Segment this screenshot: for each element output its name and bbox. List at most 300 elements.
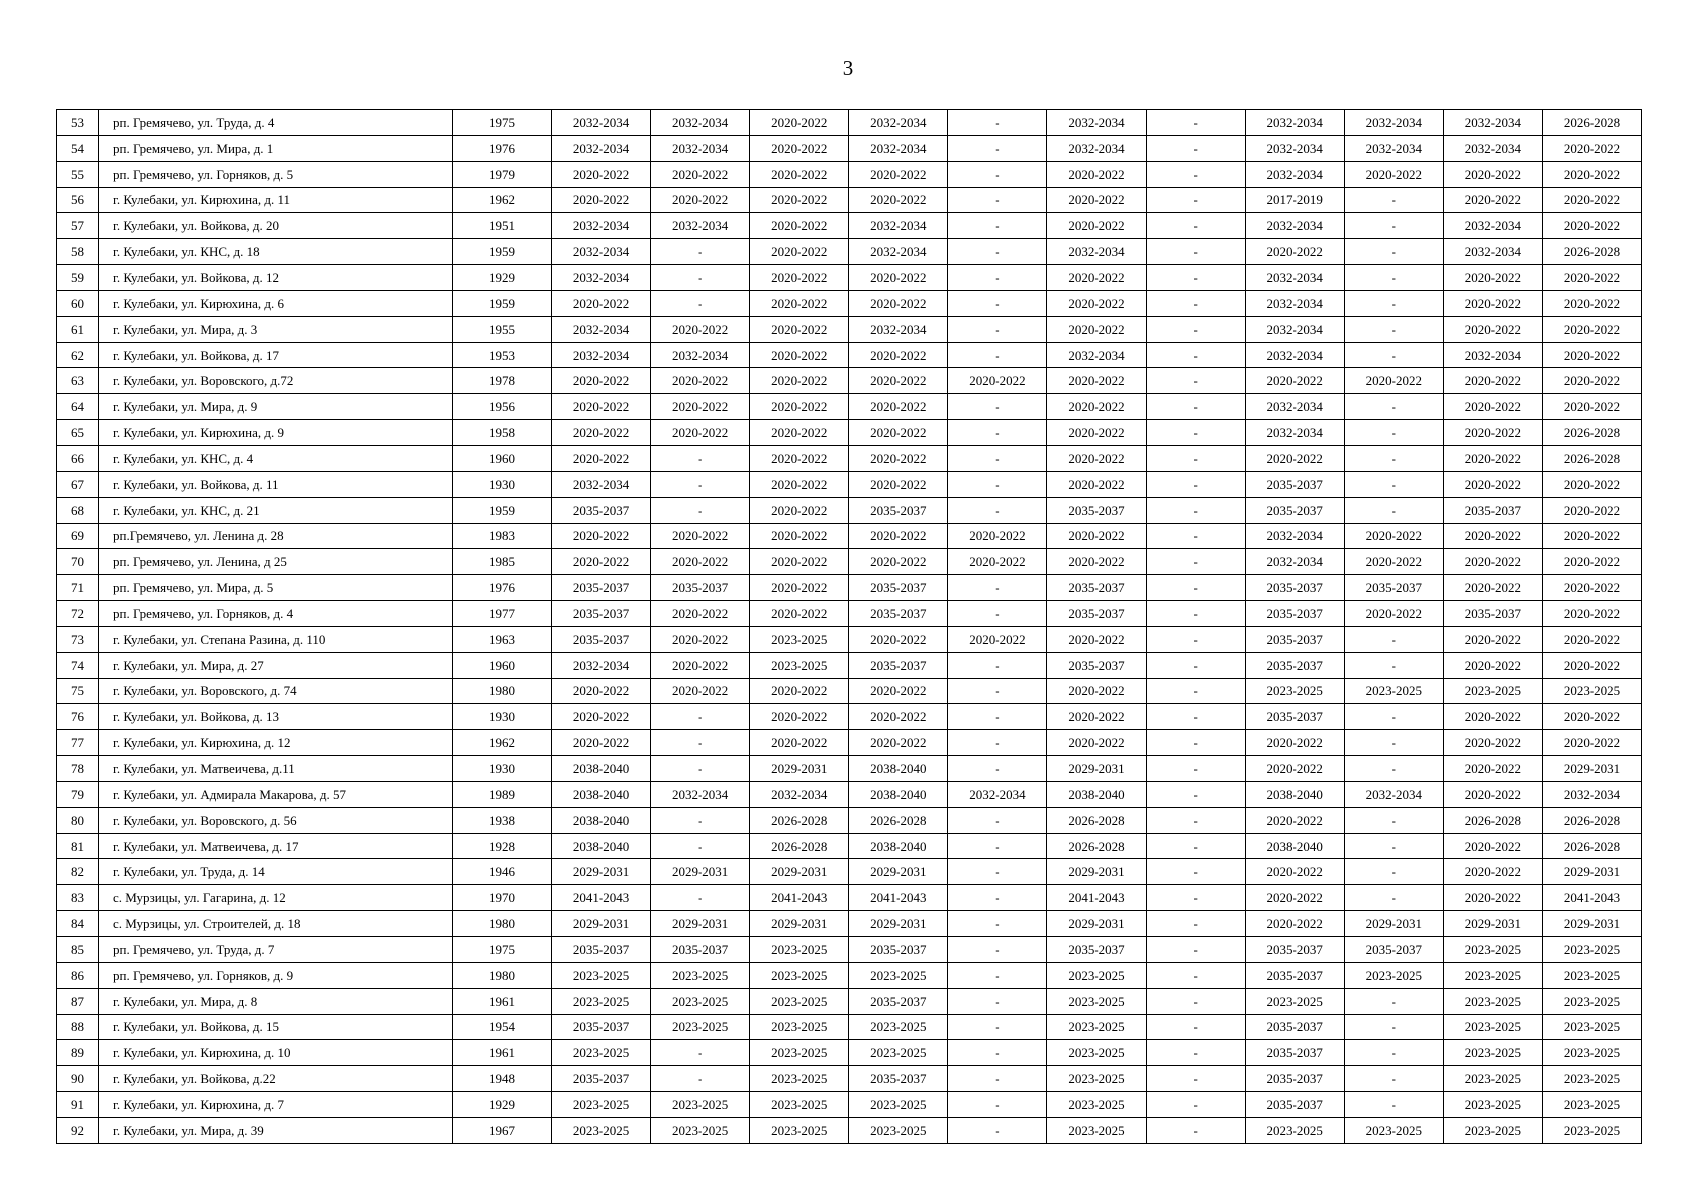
schedule-period-cell: 2020-2022: [1047, 368, 1146, 394]
schedule-period-cell: -: [948, 911, 1047, 937]
schedule-period-cell: -: [1146, 781, 1245, 807]
address-cell: рп. Гремячево, ул. Мира, д. 1: [99, 135, 453, 161]
table-row: [57, 781, 1642, 807]
year-cell: 1930: [453, 756, 552, 782]
schedule-period-cell: -: [651, 730, 750, 756]
schedule-period-cell: 2029-2031: [750, 859, 849, 885]
row-number-cell: 62: [57, 342, 99, 368]
schedule-period-cell: 2020-2022: [750, 316, 849, 342]
address-cell: г. Кулебаки, ул. Кирюхина, д. 6: [99, 290, 453, 316]
schedule-period-cell: -: [1146, 885, 1245, 911]
schedule-period-cell: -: [1146, 110, 1245, 136]
schedule-period-cell: 2038-2040: [1245, 781, 1344, 807]
schedule-period-cell: 2020-2022: [849, 678, 948, 704]
schedule-period-cell: 2026-2028: [1047, 833, 1146, 859]
address-cell: г. Кулебаки, ул. Воровского, д. 74: [99, 678, 453, 704]
address-cell: рп. Гремячево, ул. Труда, д. 7: [99, 937, 453, 963]
row-number-cell: 76: [57, 704, 99, 730]
schedule-period-cell: 2035-2037: [1245, 575, 1344, 601]
schedule-period-cell: 2038-2040: [552, 807, 651, 833]
schedule-period-cell: 2020-2022: [1344, 601, 1443, 627]
schedule-period-cell: 2020-2022: [1443, 445, 1542, 471]
year-cell: 1930: [453, 704, 552, 730]
year-cell: 1928: [453, 833, 552, 859]
schedule-period-cell: 2035-2037: [552, 497, 651, 523]
schedule-period-cell: -: [1146, 601, 1245, 627]
schedule-period-cell: 2023-2025: [849, 1117, 948, 1143]
address-cell: рп. Гремячево, ул. Труда, д. 4: [99, 110, 453, 136]
row-number-cell: 86: [57, 962, 99, 988]
schedule-period-cell: 2020-2022: [552, 523, 651, 549]
schedule-period-cell: 2023-2025: [1542, 1066, 1641, 1092]
schedule-period-cell: 2023-2025: [1344, 962, 1443, 988]
schedule-period-cell: 2035-2037: [849, 497, 948, 523]
schedule-period-cell: -: [1344, 807, 1443, 833]
schedule-period-cell: -: [1146, 756, 1245, 782]
schedule-period-cell: 2020-2022: [1443, 833, 1542, 859]
year-cell: 1962: [453, 187, 552, 213]
schedule-period-cell: 2020-2022: [1443, 704, 1542, 730]
schedule-period-cell: 2023-2025: [1542, 937, 1641, 963]
schedule-period-cell: -: [948, 1092, 1047, 1118]
schedule-period-cell: 2035-2037: [552, 601, 651, 627]
schedule-period-cell: 2032-2034: [849, 213, 948, 239]
row-number-cell: 85: [57, 937, 99, 963]
schedule-period-cell: 2023-2025: [750, 1117, 849, 1143]
schedule-period-cell: 2035-2037: [849, 575, 948, 601]
schedule-period-cell: 2023-2025: [1443, 1092, 1542, 1118]
schedule-period-cell: -: [1146, 471, 1245, 497]
schedule-period-cell: 2035-2037: [1344, 575, 1443, 601]
schedule-period-cell: 2035-2037: [849, 601, 948, 627]
schedule-period-cell: 2020-2022: [1542, 161, 1641, 187]
schedule-period-cell: 2020-2022: [750, 187, 849, 213]
address-cell: рп. Гремячево, ул. Горняков, д. 4: [99, 601, 453, 627]
schedule-period-cell: 2020-2022: [1047, 161, 1146, 187]
table-row: [57, 885, 1642, 911]
table-body: [57, 110, 1642, 1144]
schedule-period-cell: -: [1146, 807, 1245, 833]
schedule-period-cell: 2020-2022: [1443, 626, 1542, 652]
address-cell: рп. Гремячево, ул. Ленина, д 25: [99, 549, 453, 575]
schedule-period-cell: 2035-2037: [552, 1066, 651, 1092]
schedule-period-cell: 2020-2022: [552, 368, 651, 394]
schedule-period-cell: 2020-2022: [1245, 911, 1344, 937]
schedule-period-cell: 2035-2037: [849, 1066, 948, 1092]
schedule-period-cell: -: [948, 316, 1047, 342]
schedule-period-cell: 2035-2037: [1443, 497, 1542, 523]
address-cell: г. Кулебаки, ул. Войкова, д. 13: [99, 704, 453, 730]
address-cell: рп. Гремячево, ул. Мира, д. 5: [99, 575, 453, 601]
schedule-period-cell: 2041-2043: [849, 885, 948, 911]
address-cell: г. Кулебаки, ул. Кирюхина, д. 12: [99, 730, 453, 756]
schedule-period-cell: 2020-2022: [849, 471, 948, 497]
schedule-period-cell: 2020-2022: [849, 342, 948, 368]
schedule-period-cell: 2029-2031: [1047, 911, 1146, 937]
schedule-period-cell: 2026-2028: [1542, 807, 1641, 833]
schedule-period-cell: 2026-2028: [1542, 420, 1641, 446]
schedule-period-cell: 2023-2025: [849, 1040, 948, 1066]
address-cell: с. Мурзицы, ул. Строителей, д. 18: [99, 911, 453, 937]
schedule-period-cell: 2023-2025: [750, 626, 849, 652]
schedule-period-cell: 2032-2034: [1344, 110, 1443, 136]
address-cell: г. Кулебаки, ул. Мира, д. 39: [99, 1117, 453, 1143]
schedule-period-cell: 2041-2043: [1542, 885, 1641, 911]
schedule-period-cell: 2032-2034: [1245, 342, 1344, 368]
schedule-period-cell: 2035-2037: [1245, 1014, 1344, 1040]
schedule-period-cell: -: [1146, 290, 1245, 316]
schedule-period-cell: 2020-2022: [1344, 161, 1443, 187]
row-number-cell: 79: [57, 781, 99, 807]
year-cell: 1959: [453, 290, 552, 316]
schedule-period-cell: 2020-2022: [1344, 368, 1443, 394]
schedule-period-cell: 2020-2022: [552, 161, 651, 187]
schedule-period-cell: 2032-2034: [552, 342, 651, 368]
row-number-cell: 70: [57, 549, 99, 575]
schedule-period-cell: 2035-2037: [1245, 1066, 1344, 1092]
schedule-period-cell: 2035-2037: [1245, 471, 1344, 497]
schedule-period-cell: 2020-2022: [849, 394, 948, 420]
schedule-period-cell: -: [1344, 988, 1443, 1014]
schedule-period-cell: 2035-2037: [552, 626, 651, 652]
schedule-period-cell: -: [948, 239, 1047, 265]
address-cell: рп. Гремячево, ул. Горняков, д. 5: [99, 161, 453, 187]
schedule-period-cell: -: [1146, 1092, 1245, 1118]
row-number-cell: 67: [57, 471, 99, 497]
row-number-cell: 73: [57, 626, 99, 652]
row-number-cell: 66: [57, 445, 99, 471]
row-number-cell: 92: [57, 1117, 99, 1143]
year-cell: 1963: [453, 626, 552, 652]
schedule-period-cell: 2035-2037: [1245, 1092, 1344, 1118]
year-cell: 1960: [453, 652, 552, 678]
schedule-period-cell: -: [1146, 445, 1245, 471]
schedule-period-cell: 2020-2022: [552, 394, 651, 420]
schedule-period-cell: 2041-2043: [750, 885, 849, 911]
schedule-period-cell: 2035-2037: [1047, 937, 1146, 963]
row-number-cell: 83: [57, 885, 99, 911]
table-row: [57, 290, 1642, 316]
address-cell: г. Кулебаки, ул. Воровского, д.72: [99, 368, 453, 394]
schedule-period-cell: 2032-2034: [1443, 342, 1542, 368]
row-number-cell: 75: [57, 678, 99, 704]
schedule-period-cell: 2020-2022: [1245, 368, 1344, 394]
schedule-period-cell: -: [651, 497, 750, 523]
schedule-period-cell: 2032-2034: [948, 781, 1047, 807]
schedule-period-cell: 2032-2034: [651, 781, 750, 807]
schedule-period-cell: 2020-2022: [1047, 213, 1146, 239]
schedule-period-cell: 2023-2025: [1443, 678, 1542, 704]
schedule-period-cell: 2032-2034: [1047, 342, 1146, 368]
year-cell: 1954: [453, 1014, 552, 1040]
schedule-period-cell: -: [948, 161, 1047, 187]
schedule-period-cell: -: [948, 678, 1047, 704]
address-cell: г. Кулебаки, ул. Войкова, д. 20: [99, 213, 453, 239]
schedule-period-cell: 2023-2025: [552, 1092, 651, 1118]
schedule-period-cell: -: [948, 885, 1047, 911]
schedule-period-cell: -: [651, 704, 750, 730]
schedule-period-cell: 2020-2022: [1047, 290, 1146, 316]
schedule-period-cell: 2020-2022: [750, 471, 849, 497]
address-cell: г. Кулебаки, ул. Войкова, д. 17: [99, 342, 453, 368]
schedule-period-cell: 2020-2022: [849, 704, 948, 730]
schedule-period-cell: 2035-2037: [552, 937, 651, 963]
row-number-cell: 78: [57, 756, 99, 782]
schedule-period-cell: 2020-2022: [1443, 471, 1542, 497]
schedule-period-cell: 2020-2022: [1443, 575, 1542, 601]
year-cell: 1938: [453, 807, 552, 833]
schedule-period-cell: 2032-2034: [651, 110, 750, 136]
schedule-period-cell: 2035-2037: [651, 575, 750, 601]
schedule-period-cell: 2035-2037: [1344, 937, 1443, 963]
year-cell: 1976: [453, 575, 552, 601]
schedule-period-cell: 2023-2025: [849, 1092, 948, 1118]
table-row: [57, 859, 1642, 885]
schedule-period-cell: -: [948, 962, 1047, 988]
schedule-period-cell: 2020-2022: [849, 161, 948, 187]
table-row: [57, 1092, 1642, 1118]
schedule-period-cell: 2023-2025: [750, 652, 849, 678]
schedule-period-cell: -: [948, 135, 1047, 161]
schedule-period-cell: -: [948, 290, 1047, 316]
schedule-period-cell: 2023-2025: [1443, 937, 1542, 963]
schedule-period-cell: -: [1146, 368, 1245, 394]
table-row: [57, 575, 1642, 601]
schedule-period-cell: 2032-2034: [1047, 110, 1146, 136]
schedule-period-cell: 2020-2022: [1542, 135, 1641, 161]
schedule-period-cell: -: [1344, 316, 1443, 342]
schedule-period-cell: 2020-2022: [651, 161, 750, 187]
schedule-period-cell: -: [1146, 265, 1245, 291]
schedule-period-cell: 2023-2025: [651, 1092, 750, 1118]
schedule-period-cell: 2041-2043: [552, 885, 651, 911]
row-number-cell: 61: [57, 316, 99, 342]
schedule-period-cell: 2026-2028: [750, 807, 849, 833]
schedule-period-cell: -: [651, 445, 750, 471]
row-number-cell: 63: [57, 368, 99, 394]
schedule-period-cell: 2032-2034: [1245, 161, 1344, 187]
schedule-period-cell: 2029-2031: [651, 859, 750, 885]
year-cell: 1975: [453, 937, 552, 963]
schedule-period-cell: -: [1146, 135, 1245, 161]
year-cell: 1951: [453, 213, 552, 239]
schedule-period-cell: 2029-2031: [750, 911, 849, 937]
schedule-period-cell: 2020-2022: [750, 601, 849, 627]
table-row: [57, 213, 1642, 239]
schedule-period-cell: -: [1344, 1014, 1443, 1040]
schedule-period-cell: 2026-2028: [1443, 807, 1542, 833]
schedule-period-cell: -: [948, 1014, 1047, 1040]
schedule-period-cell: -: [948, 937, 1047, 963]
schedule-period-cell: 2020-2022: [750, 368, 849, 394]
schedule-period-cell: 2035-2037: [1443, 601, 1542, 627]
address-cell: г. Кулебаки, ул. Мира, д. 27: [99, 652, 453, 678]
schedule-period-cell: 2032-2034: [1245, 316, 1344, 342]
schedule-period-cell: 2032-2034: [849, 110, 948, 136]
schedule-period-cell: -: [1344, 420, 1443, 446]
schedule-period-cell: 2032-2034: [1245, 420, 1344, 446]
schedule-period-cell: -: [1344, 885, 1443, 911]
year-cell: 1960: [453, 445, 552, 471]
schedule-period-cell: 2020-2022: [1542, 523, 1641, 549]
address-cell: г. Кулебаки, ул. Кирюхина, д. 10: [99, 1040, 453, 1066]
schedule-period-cell: 2032-2034: [552, 265, 651, 291]
schedule-period-cell: 2020-2022: [750, 730, 849, 756]
schedule-period-cell: -: [1344, 187, 1443, 213]
schedule-period-cell: 2038-2040: [1245, 833, 1344, 859]
schedule-period-cell: 2023-2025: [1443, 1014, 1542, 1040]
schedule-period-cell: 2038-2040: [552, 756, 651, 782]
schedule-period-cell: 2023-2025: [849, 962, 948, 988]
schedule-period-cell: -: [948, 420, 1047, 446]
row-number-cell: 56: [57, 187, 99, 213]
schedule-period-cell: 2023-2025: [552, 962, 651, 988]
schedule-period-cell: 2020-2022: [1542, 368, 1641, 394]
address-cell: г. Кулебаки, ул. Воровского, д. 56: [99, 807, 453, 833]
schedule-period-cell: 2023-2025: [1443, 1040, 1542, 1066]
schedule-period-cell: -: [651, 833, 750, 859]
schedule-period-cell: 2032-2034: [1443, 213, 1542, 239]
schedule-period-cell: -: [1146, 420, 1245, 446]
row-number-cell: 88: [57, 1014, 99, 1040]
schedule-period-cell: -: [1146, 704, 1245, 730]
schedule-period-cell: 2020-2022: [1542, 652, 1641, 678]
schedule-period-cell: 2032-2034: [849, 135, 948, 161]
year-cell: 1979: [453, 161, 552, 187]
schedule-period-cell: -: [651, 756, 750, 782]
schedule-period-cell: 2038-2040: [849, 781, 948, 807]
schedule-period-cell: -: [1344, 626, 1443, 652]
address-cell: г. Кулебаки, ул. Матвеичева, д. 17: [99, 833, 453, 859]
address-cell: г. Кулебаки, ул. КНС, д. 18: [99, 239, 453, 265]
schedule-period-cell: 2023-2025: [750, 1040, 849, 1066]
schedule-period-cell: 2029-2031: [1542, 911, 1641, 937]
schedule-period-cell: 2023-2025: [1047, 1040, 1146, 1066]
schedule-period-cell: 2032-2034: [1443, 110, 1542, 136]
schedule-period-cell: 2023-2025: [750, 1066, 849, 1092]
schedule-period-cell: 2020-2022: [1542, 471, 1641, 497]
year-cell: 1970: [453, 885, 552, 911]
table-row: [57, 368, 1642, 394]
schedule-period-cell: -: [1146, 833, 1245, 859]
schedule-period-cell: 2026-2028: [1542, 110, 1641, 136]
schedule-period-cell: -: [948, 833, 1047, 859]
schedule-period-cell: -: [1146, 575, 1245, 601]
schedule-period-cell: 2035-2037: [1047, 575, 1146, 601]
table-row: [57, 523, 1642, 549]
table-row: [57, 497, 1642, 523]
table-row: [57, 730, 1642, 756]
row-number-cell: 68: [57, 497, 99, 523]
row-number-cell: 74: [57, 652, 99, 678]
schedule-period-cell: 2020-2022: [1245, 885, 1344, 911]
schedule-period-cell: -: [1146, 1040, 1245, 1066]
schedule-period-cell: 2020-2022: [1245, 239, 1344, 265]
schedule-period-cell: 2020-2022: [552, 290, 651, 316]
year-cell: 1975: [453, 110, 552, 136]
row-number-cell: 54: [57, 135, 99, 161]
schedule-period-cell: 2032-2034: [552, 239, 651, 265]
year-cell: 1929: [453, 265, 552, 291]
schedule-period-cell: 2020-2022: [750, 523, 849, 549]
schedule-period-cell: 2032-2034: [1245, 135, 1344, 161]
schedule-period-cell: -: [1146, 626, 1245, 652]
year-cell: 1959: [453, 239, 552, 265]
schedule-period-cell: 2035-2037: [1047, 652, 1146, 678]
schedule-period-cell: 2020-2022: [552, 549, 651, 575]
row-number-cell: 59: [57, 265, 99, 291]
schedule-period-cell: 2026-2028: [1542, 445, 1641, 471]
schedule-period-cell: 2020-2022: [750, 445, 849, 471]
schedule-period-cell: -: [1146, 678, 1245, 704]
schedule-period-cell: -: [948, 1117, 1047, 1143]
schedule-period-cell: 2020-2022: [1047, 265, 1146, 291]
schedule-period-cell: -: [1344, 833, 1443, 859]
schedule-period-cell: 2023-2025: [651, 988, 750, 1014]
schedule-period-cell: 2020-2022: [1047, 187, 1146, 213]
row-number-cell: 64: [57, 394, 99, 420]
schedule-period-cell: 2035-2037: [1245, 1040, 1344, 1066]
row-number-cell: 55: [57, 161, 99, 187]
year-cell: 1948: [453, 1066, 552, 1092]
schedule-period-cell: 2029-2031: [552, 911, 651, 937]
schedule-period-cell: 2020-2022: [552, 420, 651, 446]
schedule-period-cell: 2020-2022: [1047, 549, 1146, 575]
schedule-period-cell: 2020-2022: [750, 394, 849, 420]
schedule-period-cell: 2020-2022: [1245, 730, 1344, 756]
table-row: [57, 161, 1642, 187]
table-row: [57, 187, 1642, 213]
schedule-period-cell: -: [651, 471, 750, 497]
schedule-period-cell: -: [948, 497, 1047, 523]
schedule-period-cell: -: [651, 807, 750, 833]
year-cell: 1985: [453, 549, 552, 575]
row-number-cell: 72: [57, 601, 99, 627]
schedule-period-cell: 2020-2022: [651, 394, 750, 420]
schedule-period-cell: 2032-2034: [552, 110, 651, 136]
schedule-period-cell: 2020-2022: [651, 368, 750, 394]
schedule-period-cell: -: [1146, 161, 1245, 187]
schedule-period-cell: -: [948, 575, 1047, 601]
schedule-period-cell: 2023-2025: [1245, 1117, 1344, 1143]
schedule-period-cell: 2038-2040: [849, 833, 948, 859]
schedule-period-cell: -: [651, 1040, 750, 1066]
schedule-period-cell: 2020-2022: [750, 239, 849, 265]
schedule-period-cell: 2020-2022: [1443, 187, 1542, 213]
schedule-period-cell: 2035-2037: [1245, 704, 1344, 730]
schedule-period-cell: 2020-2022: [1443, 523, 1542, 549]
schedule-period-cell: -: [1344, 730, 1443, 756]
schedule-period-cell: 2023-2025: [1047, 988, 1146, 1014]
schedule-period-cell: 2032-2034: [651, 213, 750, 239]
year-cell: 1929: [453, 1092, 552, 1118]
table-row: [57, 756, 1642, 782]
row-number-cell: 89: [57, 1040, 99, 1066]
year-cell: 1961: [453, 1040, 552, 1066]
schedule-period-cell: 2020-2022: [849, 290, 948, 316]
schedule-period-cell: -: [1146, 187, 1245, 213]
schedule-period-cell: -: [948, 730, 1047, 756]
schedule-period-cell: 2020-2022: [750, 265, 849, 291]
schedule-period-cell: 2023-2025: [552, 1040, 651, 1066]
table-row: [57, 626, 1642, 652]
schedule-period-cell: 2020-2022: [651, 316, 750, 342]
row-number-cell: 77: [57, 730, 99, 756]
schedule-period-cell: -: [948, 213, 1047, 239]
address-cell: с. Мурзицы, ул. Гагарина, д. 12: [99, 885, 453, 911]
schedule-period-cell: 2020-2022: [750, 704, 849, 730]
schedule-period-cell: 2020-2022: [1443, 756, 1542, 782]
